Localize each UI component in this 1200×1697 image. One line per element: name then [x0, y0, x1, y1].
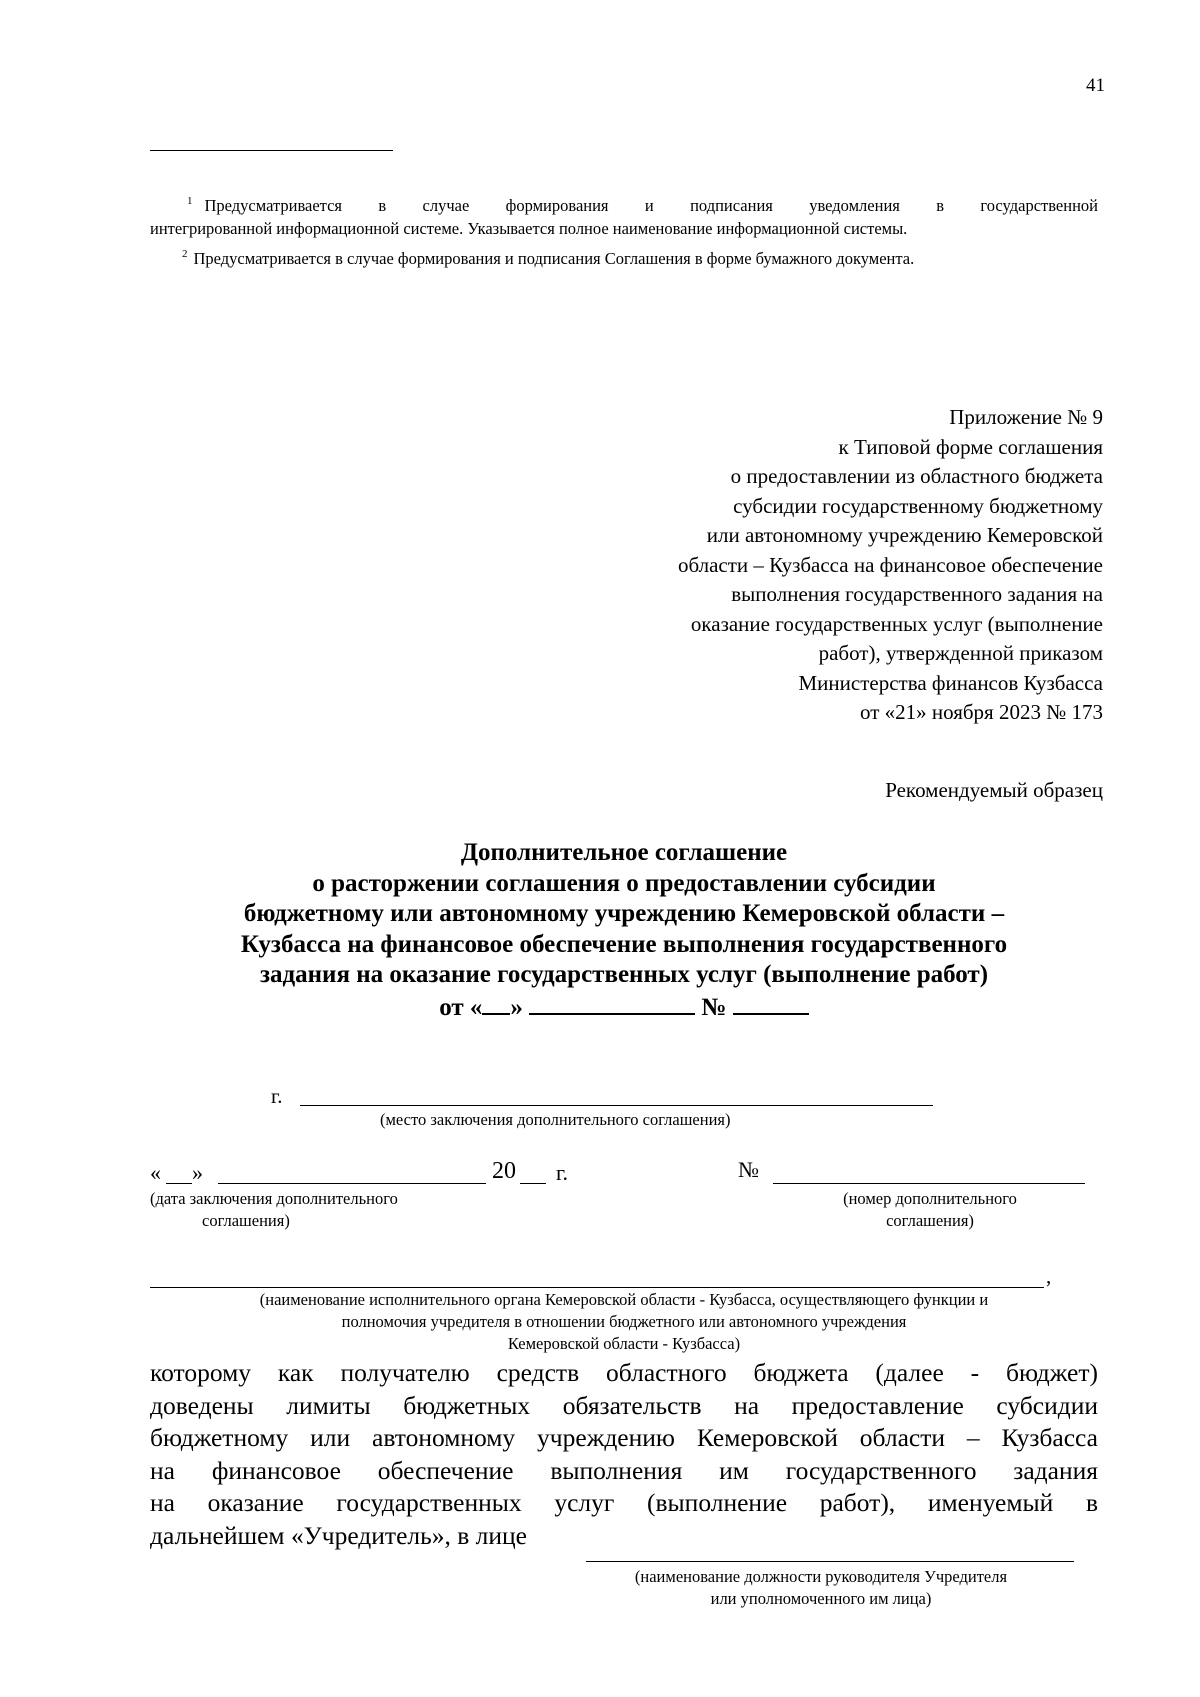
title-from-quote-close: » [510, 993, 523, 1021]
founder-caption-line: Кемеровской области - Кузбасса) [507, 1334, 741, 1353]
appendix-line: работ), утвержденной приказом [818, 641, 1103, 665]
date-year-suffix: г. [556, 1160, 569, 1185]
date-caption-line: (дата заключения дополнительного [150, 1189, 398, 1208]
appendix-line: оказание государственных услуг (выполнение [690, 611, 1103, 636]
date-year-field[interactable] [520, 1162, 546, 1184]
founder-caption-line: полномочия учредителя в отношении бюджетного или автономного учреждения [341, 1312, 907, 1331]
head-position-field[interactable] [586, 1540, 1074, 1562]
footnote-1-marker: 1 [187, 195, 193, 207]
footnote-2-marker: 2 [182, 248, 188, 260]
founder-caption [150, 1289, 1098, 1355]
footnote-1-line-1: Предусматривается в случае формирования и подписания уведомления в государственной [204, 196, 1098, 215]
appendix-line: Приложение № 9 [949, 405, 1103, 429]
number-caption [822, 1188, 1038, 1232]
date-open-quote: « [150, 1160, 161, 1185]
body-line: которому как получателю средств областного бюджета (далее - бюджет) [150, 1358, 1098, 1387]
footnote-2-text: Предусматривается в случае формирования и подписания Соглашения в форме бумажного документа. [193, 249, 915, 268]
title-date-blank[interactable] [529, 991, 695, 1015]
document-title [0, 838, 1200, 1023]
title-line: бюджетному или автономному учреждению Кемеровской области – [243, 900, 1005, 927]
footnote-separator [150, 150, 393, 151]
footnote-2 [182, 243, 1098, 270]
body-line: доведены лимиты бюджетных обязательств на предоставление субсидии [150, 1390, 1098, 1420]
title-line: задания на оказание государственных услуг (выполнение работ) [259, 961, 989, 988]
title-day-blank[interactable] [482, 991, 510, 1015]
number-caption-line: соглашения) [886, 1211, 974, 1230]
place-field[interactable] [300, 1084, 933, 1106]
date-caption-line: соглашения) [202, 1211, 290, 1230]
body-line: на оказание государственных услуг (выполнение работ), именуемый в [150, 1488, 1098, 1517]
body-line: на финансовое обеспечение выполнения им государственного задания [150, 1455, 1098, 1485]
agreement-number-sign: № [738, 1157, 759, 1182]
appendix-line: Министерства финансов Кузбасса [798, 670, 1103, 695]
place-caption: (место заключения дополнительного соглашения) [380, 1110, 731, 1129]
page-number: 41 [1086, 75, 1105, 96]
agreement-number-field[interactable] [773, 1162, 1085, 1184]
date-close-quote: » [192, 1160, 203, 1185]
appendix-line: от «21» ноября 2023 № 173 [859, 700, 1103, 724]
title-number-blank[interactable] [733, 991, 809, 1015]
appendix-line: о предоставлении из областного бюджета [730, 464, 1103, 488]
appendix-line: выполнения государственного задания на [731, 582, 1103, 606]
founder-caption-line: (наименование исполнительного органа Кемеровской области - Кузбасса, осуществляющего функции и [259, 1290, 989, 1309]
date-day-field[interactable] [166, 1162, 192, 1184]
appendix-line: или автономному учреждению Кемеровской [706, 523, 1103, 547]
number-caption-line: (номер дополнительного [843, 1189, 1017, 1208]
date-caption [150, 1188, 398, 1232]
appendix-line: к Типовой форме соглашения [838, 434, 1103, 459]
title-number-sign: № [701, 993, 727, 1021]
footnote-1 [150, 190, 1098, 240]
head-caption-line: (наименование должности руководителя Учредителя [634, 1567, 1008, 1586]
body-last-line: дальнейшем «Учредитель», в лице [150, 1520, 527, 1550]
appendix-line: области – Кузбасса на финансовое обеспечение [677, 552, 1103, 577]
title-from-prefix: от « [439, 993, 483, 1021]
founder-name-field[interactable] [150, 1266, 1044, 1288]
footnote-1-line-2: интегрированной информационной системе. Указывается полное наименование информационной системы. [150, 219, 908, 238]
head-caption-line: или уполномоченного им лица) [710, 1589, 932, 1608]
body-paragraph [150, 1357, 1098, 1552]
title-date-number-line [0, 991, 1200, 1024]
head-caption [576, 1566, 1066, 1610]
recommended-sample-label: Рекомендуемый образец [885, 778, 1103, 802]
title-line: Дополнительное соглашение [460, 839, 788, 866]
appendix-line: субсидии государственному бюджетному [733, 493, 1103, 518]
appendix-block [543, 403, 1103, 728]
founder-comma: , [1046, 1264, 1052, 1288]
date-year-prefix: 20 [492, 1158, 516, 1184]
date-month-field[interactable] [218, 1162, 486, 1184]
title-line: Кузбасса на финансовое обеспечение выполнения государственного [240, 930, 1008, 958]
title-line: о расторжении соглашения о предоставлении субсидии [312, 869, 936, 897]
body-line: бюджетному или автономному учреждению Кемеровской области – Кузбасса [150, 1423, 1098, 1452]
place-prefix: г. [271, 1084, 283, 1108]
